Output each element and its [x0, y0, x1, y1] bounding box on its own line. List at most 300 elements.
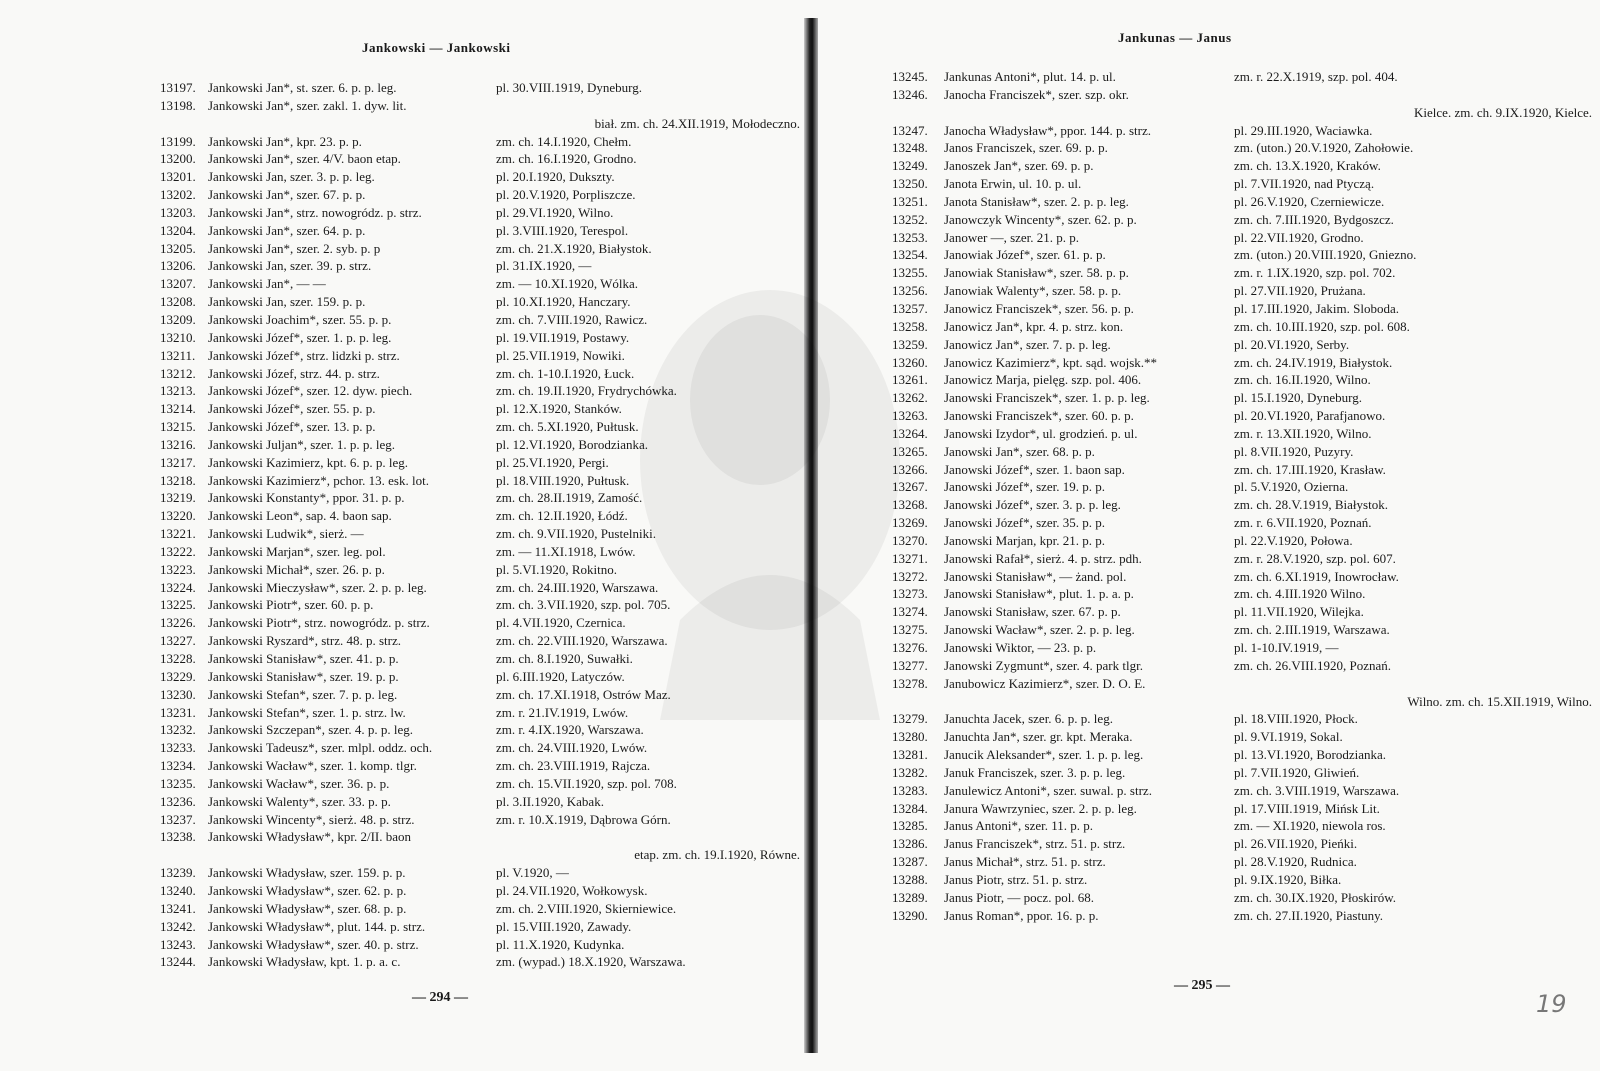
entry-row: [160, 793, 800, 811]
entry-number: 13272.: [892, 568, 928, 584]
entry-fate: pl. 15.I.1920, Dyneburg.: [1234, 390, 1362, 406]
entry-number: 13215.: [160, 419, 196, 435]
entry-row: [160, 97, 800, 115]
entry-fate: pl. 29.VI.1920, Wilno.: [496, 204, 614, 220]
entry-number: 13212.: [160, 365, 196, 381]
entry-number: 13217.: [160, 454, 196, 470]
entry-name: Janus Roman*, ppor. 16. p. p.: [944, 907, 1099, 923]
entry-name: Janowicz Marja, pielęg. szp. pol. 406.: [944, 372, 1142, 388]
entry-row: [892, 175, 1592, 193]
entry-name: Janoszek Jan*, szer. 69. p. p.: [944, 158, 1094, 174]
entry-number: 13268.: [892, 497, 928, 513]
entry-name: Janura Wawrzyniec, szer. 2. p. p. leg.: [944, 800, 1137, 816]
entry-name: Janos Franciszek, szer. 69. p. p.: [944, 140, 1108, 156]
entry-fate: zm. ch. 10.III.1920, szp. pol. 608.: [1234, 318, 1410, 334]
entry-fate: zm. ch. 2.VIII.1920, Skierniewice.: [496, 900, 677, 916]
entry-fate: zm. ch. 22.VIII.1920, Warszawa.: [496, 633, 668, 649]
entry-row: [160, 525, 800, 543]
entry-row: [160, 864, 800, 882]
entry-name: Jankowski Władysław, kpt. 1. p. a. c.: [208, 954, 401, 970]
entry-name: Jankowski Walenty*, szer. 33. p. p.: [208, 793, 391, 809]
entry-name: Januchta Jan*, szer. gr. kpt. Meraka.: [944, 729, 1133, 745]
entry-fate: pl. 15.VIII.1920, Zawady.: [496, 918, 632, 934]
entry-row: [892, 104, 1592, 122]
entry-number: 13216.: [160, 436, 196, 452]
entry-row: [160, 936, 800, 954]
entry-name: Jankowski Mieczysław*, szer. 2. p. p. leg.: [208, 579, 427, 595]
entry-number: 13280.: [892, 729, 928, 745]
entry-row: [892, 122, 1592, 140]
entry-fate: pl. 9.VI.1919, Sokal.: [1234, 729, 1343, 745]
entry-number: 13228.: [160, 651, 196, 666]
entry-row: [892, 585, 1592, 603]
entry-fate: pl. 10.XI.1920, Hanczary.: [496, 294, 631, 310]
entry-name: Jankowski Jan*, st. szer. 6. p. p. leg.: [208, 80, 397, 95]
entry-fate: pl. 22.VII.1920, Grodno.: [1234, 229, 1364, 245]
entry-row: [892, 514, 1592, 532]
entry-name: Jankowski Władysław*, szer. 62. p. p.: [208, 882, 407, 898]
entry-row: [160, 543, 800, 561]
entry-row: [892, 211, 1592, 229]
entry-name: Jankowski Leon*, sap. 4. baon sap.: [208, 508, 392, 524]
entry-number: 13260.: [892, 354, 928, 370]
entry-fate: pl. 19.VII.1919, Postawy.: [496, 329, 630, 345]
entry-number: 13206.: [160, 258, 196, 274]
entry-row: [892, 710, 1592, 728]
entry-number: 13197.: [160, 80, 196, 95]
entry-number: 13232.: [160, 722, 196, 738]
entry-fate: zm. r. 13.XII.1920, Wilno.: [1234, 425, 1372, 441]
entry-fate: pl. 20.VI.1920, Parafjanowo.: [1234, 408, 1386, 424]
entry-row: [160, 472, 800, 490]
entry-fate: zm. ch. 17.XI.1918, Ostrów Maz.: [496, 686, 671, 702]
entry-fate: zm. — XI.1920, niewola ros.: [1234, 818, 1386, 834]
entry-row: [160, 436, 800, 454]
entry-fate: zm. ch. 16.I.1920, Grodno.: [496, 151, 637, 167]
entry-number: 13222.: [160, 543, 196, 559]
entry-number: 13287.: [892, 854, 928, 870]
entry-number: 13243.: [160, 936, 196, 952]
entry-fate: pl. 20.I.1920, Dukszty.: [496, 169, 615, 185]
entry-number: 13282.: [892, 764, 928, 780]
entry-name: Janowski Józef*, szer. 1. baon sap.: [944, 461, 1125, 477]
entry-name: Jankowski Jan*, szer. 64. p. p.: [208, 222, 366, 238]
entry-name: Jankowski Kazimierz, kpt. 6. p. p. leg.: [208, 454, 409, 470]
entry-name: Jankowski Jan, szer. 39. p. strz.: [208, 258, 372, 274]
entry-fate: zm. (wypad.) 18.X.1920, Warszawa.: [496, 954, 686, 970]
entry-row: [160, 347, 800, 365]
entry-row: [160, 365, 800, 383]
entry-row: [892, 282, 1592, 300]
entry-fate: zm. r. 1.IX.1920, szp. pol. 702.: [1234, 265, 1396, 281]
entry-number: 13261.: [892, 372, 928, 388]
entry-row: [892, 425, 1592, 443]
entry-fate: pl. 26.VII.1920, Pieńki.: [1234, 836, 1358, 852]
entry-row: [892, 246, 1592, 264]
entry-fate: pl. 22.V.1920, Połowa.: [1234, 532, 1353, 548]
entry-row: [892, 835, 1592, 853]
entry-fate: pl. 29.III.1920, Waciawka.: [1234, 122, 1373, 138]
entry-name: Jankowski Józef*, szer. 55. p. p.: [208, 401, 376, 417]
entry-row: [160, 293, 800, 311]
entry-row: [160, 204, 800, 222]
entry-row: [892, 139, 1592, 157]
entry-number: 13266.: [892, 461, 928, 477]
entry-fate: pl. 3.VIII.1920, Terespol.: [496, 222, 629, 238]
entry-fate: pl. 7.VII.1920, Gliwień.: [1234, 764, 1360, 780]
entry-name: Jankowski Piotr*, szer. 60. p. p.: [208, 597, 374, 613]
entry-name: Janowski Jan*, szer. 68. p. p.: [944, 443, 1095, 459]
entry-row: [160, 650, 800, 668]
entry-row: [160, 418, 800, 436]
entry-fate: zm. ch. 23.VIII.1919, Rajcza.: [496, 758, 651, 774]
entry-row: [160, 168, 800, 186]
entry-fate: zm. ch. 3.VIII.1919, Warszawa.: [1234, 782, 1400, 798]
entry-number: 13244.: [160, 954, 196, 970]
entry-number: 13239.: [160, 865, 196, 881]
entry-row: [892, 728, 1592, 746]
entry-name: Jankowski Jan*, strz. nowogródz. p. strz.: [208, 204, 422, 220]
entry-fate: zm. r. 21.IV.1919, Lwów.: [496, 704, 629, 720]
entry-fate: zm. ch. 15.VII.1920, szp. pol. 708.: [496, 775, 677, 791]
entry-number: 13275.: [892, 622, 928, 638]
entry-number: 13220.: [160, 508, 196, 524]
entry-row: [160, 489, 800, 507]
entry-number: 13224.: [160, 579, 196, 595]
entry-number: 13264.: [892, 425, 928, 441]
entry-fate: zm. ch. 4.III.1920 Wilno.: [1234, 586, 1366, 602]
entry-number: 13278.: [892, 675, 928, 691]
entry-fate: zm. ch. 24.IV.1919, Białystok.: [1234, 354, 1393, 370]
entry-name: Jankowski Jan*, szer. 2. syb. p. p: [208, 240, 381, 256]
entry-number: 13214.: [160, 401, 196, 417]
entry-name: Jankowski Jan, szer. 3. p. p. leg.: [208, 169, 375, 185]
entry-name: Jankowski Władysław, szer. 159. p. p.: [208, 865, 406, 881]
entry-number: 13202.: [160, 187, 196, 203]
entry-name: Jankowski Ludwik*, sierż. —: [208, 526, 364, 542]
entry-fate: zm. r. 10.X.1919, Dąbrowa Górn.: [496, 811, 671, 827]
entry-fate: pl. 17.III.1920, Jakim. Sloboda.: [1234, 300, 1400, 316]
entry-name: Jankowski Stanisław*, szer. 19. p. p.: [208, 668, 399, 684]
entry-row: [160, 775, 800, 793]
entry-fate: pl. 28.V.1920, Rudnica.: [1234, 854, 1357, 870]
entry-fate: pl. 5.V.1920, Ozierna.: [1234, 479, 1349, 495]
entry-fate: zm. ch. 1-10.I.1920, Łuck.: [496, 365, 635, 381]
entry-name: Jankowski Marjan*, szer. leg. pol.: [208, 543, 386, 559]
entry-row: [892, 889, 1592, 907]
entry-name: Janocha Franciszek*, szer. szp. okr.: [944, 86, 1129, 102]
entry-row: [892, 478, 1592, 496]
entry-name: Janucik Aleksander*, szer. 1. p. p. leg.: [944, 747, 1144, 763]
entry-row: [892, 443, 1592, 461]
margin-note: 19: [1536, 990, 1567, 1018]
entry-number: 13255.: [892, 265, 928, 281]
entry-fate: pl. 25.VI.1920, Pergi.: [496, 454, 609, 470]
entry-fate: pl. 1-10.IV.1919, —: [1234, 640, 1339, 655]
entry-fate: zm. ch. 2.III.1919, Warszawa.: [1234, 622, 1390, 638]
entry-row: [892, 496, 1592, 514]
entry-row: [892, 371, 1592, 389]
entry-fate: zm. (uton.) 20.V.1920, Zahołowie.: [1234, 140, 1414, 156]
entry-row: [892, 550, 1592, 568]
entry-number: 13230.: [160, 686, 196, 702]
entry-name: Jankowski Józef*, szer. 13. p. p.: [208, 419, 376, 435]
entry-fate: zm. r. 28.V.1920, szp. pol. 607.: [1234, 550, 1396, 566]
entry-fate: etap. zm. ch. 19.I.1920, Równe.: [634, 847, 800, 863]
entry-fate: zm. r. 6.VII.1920, Poznań.: [1234, 515, 1372, 531]
right-page-number: — 295 —: [1174, 978, 1230, 993]
entry-fate: biał. zm. ch. 24.XII.1919, Mołodeczno.: [594, 115, 800, 131]
entry-number: 13252.: [892, 211, 928, 227]
entry-fate: Wilno. zm. ch. 15.XII.1919, Wilno.: [1407, 693, 1592, 709]
entry-number: 13221.: [160, 526, 196, 542]
entry-row: [892, 817, 1592, 835]
entry-name: Jankowski Joachim*, szer. 55. p. p.: [208, 311, 392, 327]
entry-name: Jankowski Konstanty*, ppor. 31. p. p.: [208, 490, 405, 506]
entry-number: 13241.: [160, 900, 196, 916]
left-entry-list: [160, 79, 800, 971]
entry-number: 13269.: [892, 515, 928, 531]
entry-name: Janowiak Walenty*, szer. 58. p. p.: [944, 283, 1122, 299]
entry-name: Jankowski Józef, strz. 44. p. strz.: [208, 365, 380, 381]
entry-row: [160, 257, 800, 275]
entry-row: [160, 739, 800, 757]
entry-fate: pl. 31.IX.1920, —: [496, 258, 592, 274]
entry-number: 13270.: [892, 532, 928, 548]
entry-name: Jankowski Stanisław*, szer. 41. p. p.: [208, 651, 399, 666]
entry-name: Janowski Józef*, szer. 19. p. p.: [944, 479, 1106, 495]
entry-name: Janus Franciszek*, strz. 51. p. strz.: [944, 836, 1126, 852]
entry-number: 13210.: [160, 329, 196, 345]
entry-fate: zm. (uton.) 20.VIII.1920, Gniezno.: [1234, 247, 1417, 263]
entry-number: 13265.: [892, 443, 928, 459]
entry-number: 13285.: [892, 818, 928, 834]
entry-number: 13233.: [160, 740, 196, 756]
entry-row: [160, 561, 800, 579]
entry-fate: zm. — 11.XI.1918, Lwów.: [496, 543, 636, 559]
entry-fate: zm. ch. 28.II.1919, Zamość.: [496, 490, 643, 506]
entry-fate: zm. ch. 3.VII.1920, szp. pol. 705.: [496, 597, 671, 613]
entry-name: Januk Franciszek, szer. 3. p. p. leg.: [944, 764, 1126, 780]
entry-number: 13250.: [892, 176, 928, 192]
entry-fate: zm. ch. 5.XI.1920, Pułtusk.: [496, 419, 639, 435]
entry-fate: zm. — 10.XI.1920, Wólka.: [496, 276, 639, 292]
entry-fate: pl. 26.V.1920, Czerniewicze.: [1234, 193, 1385, 209]
entry-fate: zm. r. 22.X.1919, szp. pol. 404.: [1234, 69, 1398, 84]
entry-fate: pl. 20.V.1920, Porpliszcze.: [496, 187, 636, 203]
entry-number: 13253.: [892, 229, 928, 245]
entry-fate: zm. ch. 24.VIII.1920, Lwów.: [496, 740, 648, 756]
entry-number: 13231.: [160, 704, 196, 720]
entry-number: 13256.: [892, 283, 928, 299]
entry-number: 13198.: [160, 97, 196, 113]
entry-number: 13213.: [160, 383, 196, 399]
entry-name: Jankowski Jan*, szer. 4/V. baon etap.: [208, 151, 401, 167]
entry-number: 13200.: [160, 151, 196, 167]
entry-name: Jankowski Juljan*, szer. 1. p. p. leg.: [208, 436, 396, 452]
entry-name: Janowicz Jan*, szer. 7. p. p. leg.: [944, 336, 1111, 352]
entry-fate: pl. 18.VIII.1920, Płock.: [1234, 711, 1358, 727]
entry-number: 13262.: [892, 390, 928, 406]
entry-row: [892, 336, 1592, 354]
entry-number: 13201.: [160, 169, 196, 185]
entry-fate: pl. 13.VI.1920, Borodzianka.: [1234, 747, 1387, 763]
entry-name: Janowski Izydor*, ul. grodzień. p. ul.: [944, 425, 1138, 441]
entry-row: [892, 675, 1592, 693]
entry-row: [892, 603, 1592, 621]
entry-name: Jankowski Władysław*, kpr. 2/II. baon: [208, 829, 412, 845]
entry-number: 13245.: [892, 69, 928, 84]
entry-number: 13219.: [160, 490, 196, 506]
entry-row: [160, 953, 800, 971]
entry-number: 13286.: [892, 836, 928, 852]
entry-number: 13225.: [160, 597, 196, 613]
entry-fate: pl. V.1920, —: [496, 865, 569, 881]
entry-name: Janota Erwin, ul. 10. p. ul.: [944, 176, 1082, 192]
entry-fate: pl. 3.II.1920, Kabak.: [496, 793, 604, 809]
entry-name: Janowski Stanisław, szer. 67. p. p.: [944, 604, 1121, 620]
entry-name: Janus Michał*, strz. 51. p. strz.: [944, 854, 1106, 870]
entry-name: Jankowski Jan*, szer. 67. p. p.: [208, 187, 366, 203]
entry-fate: zm. ch. 27.II.1920, Piastuny.: [1234, 907, 1383, 923]
entry-row: [160, 275, 800, 293]
entry-number: 13248.: [892, 140, 928, 156]
entry-row: [160, 811, 800, 829]
right-entry-list: [892, 68, 1592, 925]
entry-row: [160, 240, 800, 258]
entry-row: [160, 596, 800, 614]
entry-fate: zm. r. 4.IX.1920, Warszawa.: [496, 722, 644, 738]
entry-fate: pl. 8.VII.1920, Puzyry.: [1234, 443, 1354, 459]
entry-name: Jankowski Józef*, strz. lidzki p. strz.: [208, 347, 400, 363]
entry-name: Janowski Zygmunt*, szer. 4. park tlgr.: [944, 657, 1143, 673]
entry-fate: pl. 4.VII.1920, Czernica.: [496, 615, 626, 631]
entry-row: [892, 907, 1592, 925]
entry-name: Janus Piotr, — pocz. pol. 68.: [944, 889, 1095, 905]
entry-row: [892, 693, 1592, 711]
entry-row: [892, 157, 1592, 175]
entry-name: Janowiak Stanisław*, szer. 58. p. p.: [944, 265, 1129, 281]
entry-fate: pl. 20.VI.1920, Serby.: [1234, 336, 1350, 352]
entry-name: Jankowski Jan*, szer. zakl. 1. dyw. lit.: [208, 97, 407, 113]
entry-name: Jankowski Szczepan*, szer. 4. p. p. leg.: [208, 722, 414, 738]
entry-number: 13240.: [160, 882, 196, 898]
entry-name: Jankowski Jan*, kpr. 23. p. p.: [208, 133, 362, 149]
entry-number: 13267.: [892, 479, 928, 495]
entry-row: [160, 329, 800, 347]
entry-row: [892, 389, 1592, 407]
entry-number: 13229.: [160, 668, 196, 684]
entry-row: [892, 354, 1592, 372]
entry-row: [892, 532, 1592, 550]
entry-name: Janulewicz Antoni*, szer. suwal. p. strz.: [944, 782, 1152, 798]
entry-fate: Kielce. zm. ch. 9.IX.1920, Kielce.: [1414, 104, 1592, 120]
entry-row: [892, 782, 1592, 800]
entry-row: [892, 568, 1592, 586]
entry-number: 13218.: [160, 472, 196, 488]
entry-name: Jankowski Władysław*, szer. 68. p. p.: [208, 900, 407, 916]
entry-fate: pl. 30.VIII.1919, Dyneburg.: [496, 80, 642, 95]
entry-name: Jankunas Antoni*, plut. 14. p. ul.: [944, 69, 1116, 84]
entry-number: 13203.: [160, 204, 196, 220]
entry-fate: zm. ch. 24.III.1920, Warszawa.: [496, 579, 659, 595]
entry-name: Janus Piotr, strz. 51. p. strz.: [944, 871, 1088, 887]
entry-row: [160, 507, 800, 525]
entry-row: [160, 133, 800, 151]
entry-number: 13257.: [892, 300, 928, 316]
entry-row: [160, 79, 800, 97]
left-page-header: Jankowski — Jankowski: [362, 40, 511, 55]
entry-number: 13208.: [160, 294, 196, 310]
entry-number: 13237.: [160, 811, 196, 827]
entry-row: [160, 311, 800, 329]
entry-number: 13289.: [892, 889, 928, 905]
entry-number: 13277.: [892, 657, 928, 673]
entry-name: Jankowski Stefan*, szer. 1. p. strz. lw.: [208, 704, 406, 720]
entry-row: [892, 461, 1592, 479]
entry-row: [892, 800, 1592, 818]
entry-fate: pl. 17.VIII.1919, Mińsk Lit.: [1234, 800, 1380, 816]
entry-fate: pl. 6.III.1920, Latyczów.: [496, 668, 625, 684]
entry-name: Jankowski Tadeusz*, szer. mlpl. oddz. och.: [208, 740, 433, 756]
entry-name: Jankowski Michał*, szer. 26. p. p.: [208, 561, 385, 577]
entry-name: Janowski Stanisław*, plut. 1. p. a. p.: [944, 586, 1134, 602]
entry-number: 13226.: [160, 615, 196, 631]
entry-number: 13271.: [892, 550, 928, 566]
entry-row: [892, 68, 1592, 86]
entry-fate: zm. ch. 6.XI.1919, Inowrocław.: [1234, 568, 1399, 584]
entry-row: [892, 407, 1592, 425]
entry-name: Janota Stanisław*, szer. 2. p. p. leg.: [944, 193, 1129, 209]
right-page: [816, 0, 1600, 1071]
entry-name: Janus Antoni*, szer. 11. p. p.: [944, 818, 1094, 834]
entry-number: 13290.: [892, 907, 928, 923]
entry-row: [160, 918, 800, 936]
entry-name: Jankowski Józef*, szer. 12. dyw. piech.: [208, 383, 413, 399]
entry-number: 13246.: [892, 86, 928, 102]
entry-fate: zm. ch. 8.I.1920, Suwałki.: [496, 651, 633, 666]
entry-fate: zm. ch. 13.X.1920, Kraków.: [1234, 158, 1381, 174]
entry-fate: zm. ch. 17.III.1920, Krasław.: [1234, 461, 1386, 477]
entry-row: [160, 686, 800, 704]
entry-row: [160, 382, 800, 400]
entry-row: [892, 264, 1592, 282]
entry-fate: pl. 5.VI.1920, Rokitno.: [496, 561, 617, 577]
left-page-number: — 294 —: [412, 990, 468, 1005]
entry-name: Jankowski Jan*, — —: [208, 276, 326, 292]
entry-row: [892, 639, 1592, 657]
entry-row: [160, 668, 800, 686]
entry-number: 13251.: [892, 193, 928, 209]
entry-row: [160, 828, 800, 846]
entry-fate: pl. 12.X.1920, Stanków.: [496, 401, 622, 417]
entry-number: 13288.: [892, 871, 928, 887]
entry-name: Janowski Wacław*, szer. 2. p. p. leg.: [944, 622, 1135, 638]
entry-number: 13223.: [160, 561, 196, 577]
entry-name: Janowiak Józef*, szer. 61. p. p.: [944, 247, 1106, 263]
entry-name: Jankowski Józef*, szer. 1. p. p. leg.: [208, 329, 392, 345]
entry-row: [892, 764, 1592, 782]
entry-fate: pl. 24.VII.1920, Wołkowysk.: [496, 882, 648, 898]
entry-fate: pl. 9.IX.1920, Biłka.: [1234, 871, 1342, 887]
entry-row: [892, 86, 1592, 104]
entry-number: 13276.: [892, 640, 928, 655]
entry-name: Janowski Józef*, szer. 35. p. p.: [944, 515, 1106, 531]
entry-row: [160, 721, 800, 739]
right-page-header: Jankunas — Janus: [1118, 30, 1232, 45]
entry-number: 13211.: [160, 347, 196, 363]
entry-row: [160, 186, 800, 204]
